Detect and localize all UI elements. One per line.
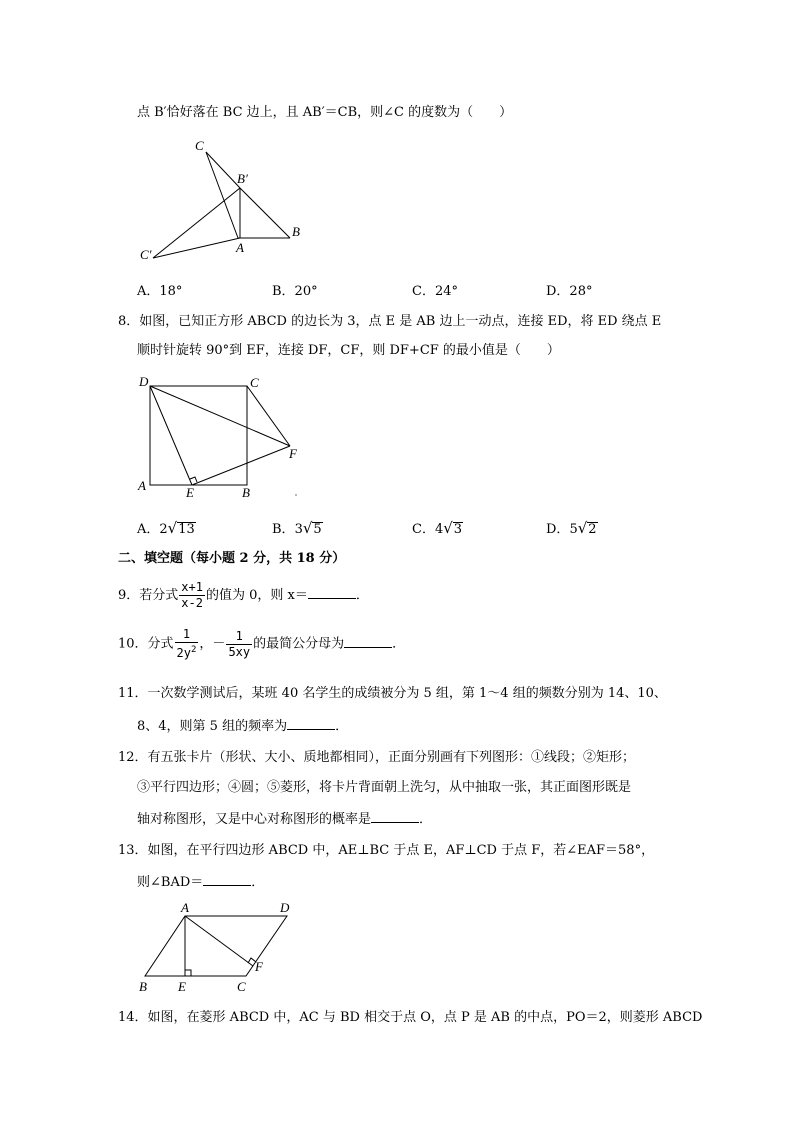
q8-stem-line2: 顺时针旋转 90°到 EF，连接 DF，CF，则 DF+CF 的最小值是（ ）	[137, 343, 560, 358]
section-title: 二、填空题（每小题 2 分，共 18 分）	[118, 551, 346, 566]
q8-label-c: C	[250, 375, 259, 390]
q8-label-e: E	[186, 485, 194, 500]
q7-label-c: C	[195, 138, 204, 153]
q12-line3: 轴对称图形，又是中心对称图形的概率是 ．	[137, 809, 432, 829]
q7-label-b: B	[292, 224, 300, 239]
q14-line1: 14．如图，在菱形 ABCD 中，AC 与 BD 相交于点 O，点 P 是 AB 的中点，PO＝2，则菱形 ABCD	[118, 1010, 703, 1025]
q13-label-c: C	[237, 979, 246, 994]
q13-label-f: F	[255, 959, 263, 974]
q8-label-f: F	[289, 446, 297, 461]
q13-line2: 则∠BAD＝ ．	[137, 872, 264, 892]
q8-option-c: C．4√3	[412, 519, 463, 537]
q8-label-d: D	[139, 374, 149, 389]
q8-stem-line1: 8．如图，已知正方形 ABCD 的边长为 3，点 E 是 AB 边上一动点，连接 ED，将 ED 绕点 E	[118, 314, 662, 329]
q8-option-b: B．3√5	[272, 519, 322, 537]
q8-option-d: D．5√2	[546, 519, 597, 537]
q12-line2: ③平行四边形；④圆；⑤菱形，将卡片背面朝上洗匀，从中抽取一张，其正面图形既是	[137, 780, 632, 795]
q9-fraction: $\frac{x+1}{x-2}$	[181, 580, 203, 610]
q10-fraction-1: $\frac{1}{2y^2}$	[176, 627, 197, 660]
q7-label-cprime: C′	[140, 247, 152, 262]
q12-line1: 12．有五张卡片（形状、大小、质地都相同），正面分别画有下列图形：①线段；②矩形；	[118, 750, 636, 765]
q13-line1: 13．如图，在平行四边形 ABCD 中，AE⊥BC 于点 E，AF⊥CD 于点 F，若∠EAF＝58°，	[118, 843, 655, 858]
q9: 9．若分式 $\frac{x+1}{x-2}$ 的值为 0，则 x＝ ．	[118, 580, 369, 610]
q13-label-d: D	[280, 900, 290, 915]
q11-line2: 8、4，则第 5 组的频率为 ．	[137, 716, 348, 736]
q7-option-d: D．28°	[546, 284, 593, 299]
q8-option-a: A．2√13	[137, 519, 195, 537]
q7-option-b: B．20°	[272, 284, 318, 299]
q7-option-c: C．24°	[412, 284, 458, 299]
q8-label-b: B	[242, 485, 250, 500]
q11-line1: 11．一次数学测试后，某班 40 名学生的成绩被分为 5 组，第 1～4 组的频数分别为 14、10、	[118, 686, 667, 701]
q7-label-bprime: B′	[237, 171, 248, 186]
q10: 10．分式 $\frac{1}{2y^2}$ ，－ $\frac{1}{5xy}$ 的最简公分母为 ．	[118, 627, 406, 660]
q7-stem: 点 B′恰好落在 BC 边上，且 AB′＝CB，则∠C 的度数为（ ）	[137, 105, 513, 120]
q7-option-a: A．18°	[137, 284, 183, 299]
q8-label-a: A	[138, 478, 146, 493]
q10-fraction-2: $\frac{1}{5xy}$	[228, 628, 251, 659]
q7-label-a: A	[236, 240, 244, 255]
q13-label-a: A	[181, 900, 189, 915]
q13-label-e: E	[178, 979, 186, 994]
q13-label-b: B	[139, 979, 147, 994]
